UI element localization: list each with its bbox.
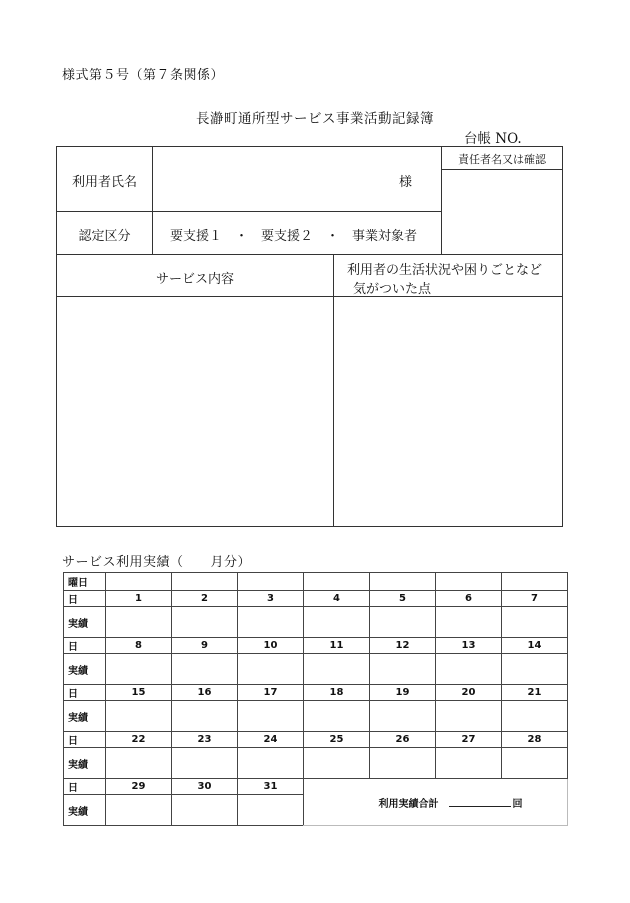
date-number: 19 (370, 685, 436, 701)
result-cell[interactable] (106, 795, 172, 826)
date-number: 20 (436, 685, 502, 701)
result-cell[interactable] (436, 654, 502, 685)
divider (57, 254, 563, 255)
result-cell[interactable] (172, 607, 238, 638)
date-number: 17 (238, 685, 304, 701)
result-cell[interactable] (502, 701, 568, 732)
usage-total (304, 779, 568, 826)
usage-total-label: 利用実績合計 (378, 798, 439, 810)
result-cell[interactable] (238, 701, 304, 732)
date-number: 29 (106, 779, 172, 795)
honorific-label: 様 (399, 175, 413, 190)
result-cell[interactable] (436, 607, 502, 638)
usage-total-input[interactable] (449, 797, 511, 807)
monthly-results-title: サービス利用実績（ 月分） (62, 555, 252, 570)
date-row (64, 638, 568, 654)
activity-record-form (56, 146, 563, 527)
divider (57, 211, 441, 212)
date-row (64, 779, 568, 795)
result-cell[interactable] (436, 701, 502, 732)
date-row (64, 591, 568, 607)
monthly-results-grid (63, 572, 568, 826)
result-cell[interactable] (502, 748, 568, 779)
day-label: 日 (64, 732, 106, 748)
date-number: 18 (304, 685, 370, 701)
weekday-cell[interactable] (304, 573, 370, 591)
user-name-label: 利用者氏名 (71, 175, 137, 190)
result-cell[interactable] (106, 607, 172, 638)
result-cell[interactable] (172, 748, 238, 779)
day-label: 日 (64, 638, 106, 654)
date-number: 23 (172, 732, 238, 748)
date-number: 31 (238, 779, 304, 795)
result-cell[interactable] (106, 748, 172, 779)
result-cell[interactable] (238, 607, 304, 638)
result-cell[interactable] (370, 607, 436, 638)
date-number: 14 (502, 638, 568, 654)
notes-field[interactable] (334, 297, 563, 527)
monthly-results-grid-wrap (63, 572, 567, 819)
form-number: 様式第５号（第７条関係） (62, 68, 225, 83)
date-number: 2 (172, 591, 238, 607)
result-cell[interactable] (106, 654, 172, 685)
date-number: 25 (304, 732, 370, 748)
result-label: 実績 (64, 654, 106, 685)
date-number: 3 (238, 591, 304, 607)
date-row (64, 732, 568, 748)
date-number: 11 (304, 638, 370, 654)
date-number: 4 (304, 591, 370, 607)
weekday-row (64, 573, 568, 591)
date-number: 6 (436, 591, 502, 607)
result-cell[interactable] (172, 795, 238, 826)
date-row (64, 685, 568, 701)
date-number: 5 (370, 591, 436, 607)
weekday-cell[interactable] (172, 573, 238, 591)
result-label: 実績 (64, 607, 106, 638)
date-number: 22 (106, 732, 172, 748)
responsible-signature-field[interactable] (442, 170, 563, 254)
result-cell[interactable] (304, 748, 370, 779)
date-number: 16 (172, 685, 238, 701)
result-row (64, 748, 568, 779)
date-number: 27 (436, 732, 502, 748)
date-number: 8 (106, 638, 172, 654)
ledger-number-label: 台帳 NO. (464, 131, 522, 147)
weekday-cell[interactable] (436, 573, 502, 591)
date-number: 1 (106, 591, 172, 607)
date-number: 15 (106, 685, 172, 701)
date-number: 10 (238, 638, 304, 654)
notes-label-line1: 利用者の生活状況や困りごとなど (347, 263, 543, 278)
result-cell[interactable] (502, 607, 568, 638)
result-row (64, 654, 568, 685)
date-number: 24 (238, 732, 304, 748)
weekday-label: 曜日 (64, 573, 106, 591)
date-number: 28 (502, 732, 568, 748)
date-number: 21 (502, 685, 568, 701)
result-cell[interactable] (502, 654, 568, 685)
notes-label-line2: 気がついた点 (353, 282, 432, 297)
result-cell[interactable] (304, 701, 370, 732)
usage-total-unit: 回 (512, 798, 523, 810)
weekday-cell[interactable] (238, 573, 304, 591)
result-cell[interactable] (172, 654, 238, 685)
date-number: 13 (436, 638, 502, 654)
weekday-cell[interactable] (106, 573, 172, 591)
category-options[interactable]: 要支援１ ・ 要支援２ ・ 事業対象者 (170, 229, 418, 244)
date-number: 7 (502, 591, 568, 607)
date-number: 12 (370, 638, 436, 654)
result-cell[interactable] (238, 795, 304, 826)
result-row (64, 607, 568, 638)
result-cell[interactable] (370, 748, 436, 779)
result-label: 実績 (64, 795, 106, 826)
result-row (64, 701, 568, 732)
result-label: 実績 (64, 748, 106, 779)
day-label: 日 (64, 591, 106, 607)
result-label: 実績 (64, 701, 106, 732)
result-cell[interactable] (172, 701, 238, 732)
date-number: 9 (172, 638, 238, 654)
result-cell[interactable] (106, 701, 172, 732)
result-cell[interactable] (436, 748, 502, 779)
date-number: 30 (172, 779, 238, 795)
day-label: 日 (64, 779, 106, 795)
day-label: 日 (64, 685, 106, 701)
document-title: 長瀞町通所型サービス事業活動記録簿 (196, 111, 434, 127)
result-cell[interactable] (370, 701, 436, 732)
result-cell[interactable] (238, 748, 304, 779)
result-cell[interactable] (304, 654, 370, 685)
divider (152, 147, 153, 254)
result-cell[interactable] (370, 654, 436, 685)
responsible-label: 責任者名又は確認 (458, 153, 546, 166)
service-content-label: サービス内容 (155, 272, 234, 287)
category-label: 認定区分 (78, 229, 131, 244)
result-cell[interactable] (238, 654, 304, 685)
service-content-field[interactable] (58, 297, 333, 527)
weekday-cell[interactable] (370, 573, 436, 591)
weekday-cell[interactable] (502, 573, 568, 591)
date-number: 26 (370, 732, 436, 748)
result-cell[interactable] (304, 607, 370, 638)
